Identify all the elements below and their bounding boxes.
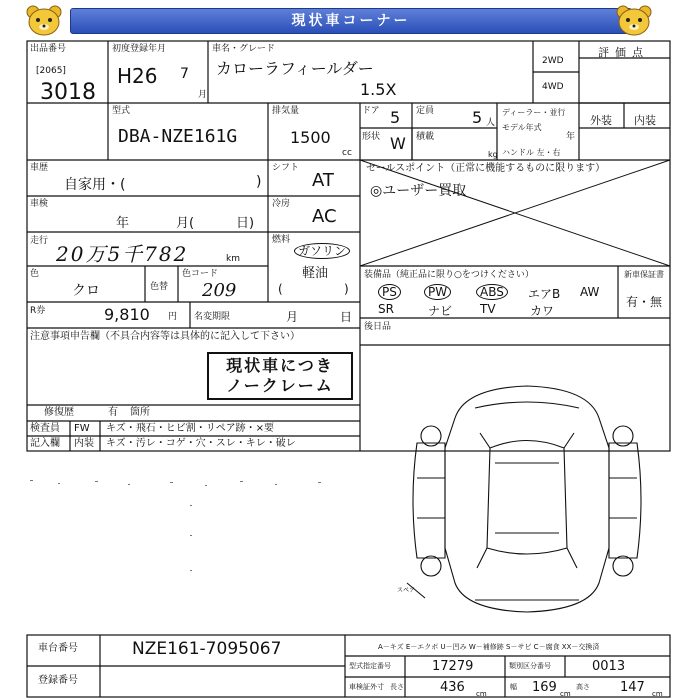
model-no-value: 17279 — [432, 659, 474, 674]
check-row2-cat: 内装 — [74, 438, 94, 449]
width-value: 169 — [532, 680, 557, 695]
check-label1: 検査員 — [30, 423, 60, 434]
color-code: 209 — [202, 280, 237, 301]
sales-point-value: ◎ユーザー買取 — [370, 183, 467, 199]
capacity-unit: 人 — [486, 118, 496, 128]
chassis-value: NZE161-7095067 — [132, 639, 282, 659]
lot-label: 出品番号 — [30, 44, 67, 54]
doors-value: 5 — [390, 108, 401, 127]
dims-label: 車検証外寸 — [349, 683, 384, 691]
repair-value: 有 — [108, 407, 118, 418]
capacity-value: 5 — [472, 108, 483, 127]
registration-label: 初度登録年月 — [112, 44, 167, 54]
recycle-label: R券 — [30, 306, 46, 316]
model-label: 型式 — [112, 106, 131, 116]
stamp-line2: ノークレーム — [226, 376, 334, 395]
registration-year: H26 — [117, 64, 158, 88]
repair-unit: 箇所 — [130, 407, 150, 418]
check-row1-cat: FW — [74, 423, 90, 434]
rating-ext: 外装 — [590, 114, 612, 127]
name-change-day: 日 — [340, 310, 353, 324]
name-change-label: 名変期限 — [194, 312, 231, 322]
doors-label: ドア — [362, 106, 380, 116]
page-title: 現状車コーナー — [70, 8, 632, 34]
equip-leather: カワ — [530, 304, 555, 318]
reg-no-label: 登録番号 — [38, 675, 78, 686]
ac-label: 冷房 — [272, 199, 291, 209]
recycle-unit: 円 — [168, 312, 178, 322]
notes-hint: （不具合内容等は具体的に記入して下さい） — [100, 331, 300, 342]
length-label: 長さ — [390, 683, 404, 691]
color-value: クロ — [72, 283, 100, 299]
length-unit: cm — [476, 690, 487, 698]
car-name: カローラフィールダー — [216, 59, 374, 78]
chassis-label: 車台番号 — [38, 643, 78, 654]
dealer-handle: ハンドル 左・右 — [502, 148, 561, 157]
history-close: ) — [256, 174, 262, 190]
model-value: DBA-NZE161G — [118, 126, 238, 147]
capacity-label: 定員 — [416, 106, 435, 116]
inspection-day: 日) — [236, 216, 255, 231]
color-change: 色替 — [150, 282, 169, 292]
load-label: 積載 — [416, 132, 435, 142]
check-row1: キズ・飛石・ヒビ割・リペア跡・×要 — [106, 423, 274, 434]
sales-point-label: セールスポイント（正常に機能するものに限ります） — [366, 163, 606, 174]
width-unit: cm — [560, 690, 571, 698]
load-unit: kg — [488, 150, 498, 159]
check-label2: 記入欄 — [30, 438, 60, 449]
inspection-label: 車検 — [30, 199, 49, 209]
drive-4wd: 4WD — [542, 82, 564, 92]
shift-value: AT — [312, 170, 334, 191]
dealer-year-unit: 年 — [566, 132, 576, 142]
width-label: 幅 — [510, 683, 517, 691]
equipment-label: 装備品（純正品に限り○をつけください） — [364, 270, 534, 280]
displacement-value: 1500 — [290, 128, 331, 147]
notes-label-text: 注意事項申告欄 — [30, 331, 100, 342]
damage-legend: A－キズ E－エクボ U－凹み W－補修跡 S－サビ C－腐食 XX－交換済 — [378, 643, 600, 651]
shape-value: W — [390, 134, 406, 153]
class-no-label: 類別区分番号 — [509, 662, 551, 670]
diagram-spare-label: スペア — [397, 587, 416, 594]
name-change-unit: 月 — [286, 310, 299, 324]
registration-month: 7 — [180, 66, 189, 82]
car-label: 車名・グレード — [212, 44, 276, 54]
recycle-value: 9,810 — [104, 305, 150, 324]
lot-sub: [2065] — [36, 66, 66, 76]
history-label: 車歴 — [30, 163, 49, 173]
lot-number: 3018 — [40, 80, 96, 105]
inspection-year: 年 — [116, 216, 130, 231]
equip-airbag: エアB — [528, 287, 561, 301]
repair-label: 修復歴 — [44, 407, 74, 418]
mileage-label: 走行 — [30, 236, 49, 246]
check-row2: キズ・汚レ・コゲ・穴・スレ・キレ・破レ — [106, 438, 296, 449]
mileage-value: 20万5千782 — [56, 242, 189, 266]
displacement-label: 排気量 — [272, 106, 300, 116]
car-grade: 1.5X — [360, 80, 397, 99]
height-unit: cm — [652, 690, 663, 698]
class-no-value: 0013 — [592, 659, 626, 674]
dealer-label: ディーラー・並行 — [502, 108, 566, 117]
shape-label: 形状 — [362, 132, 381, 142]
fuel-diesel: 軽油 — [302, 266, 329, 281]
height-label: 高さ — [576, 683, 590, 691]
registration-month-unit: 月 — [198, 90, 208, 100]
rating-int: 内装 — [634, 114, 656, 127]
inspection-month: 月( — [176, 216, 195, 231]
equip-aw: AW — [580, 285, 600, 299]
ac-value: AC — [312, 206, 337, 227]
equip-sr: SR — [378, 302, 394, 316]
displacement-unit: cc — [342, 148, 352, 158]
shift-label: シフト — [272, 163, 300, 173]
dealer-model-year: モデル年式 — [502, 123, 542, 132]
equip-ps-text: PS — [378, 284, 401, 300]
model-no-label: 型式指定番号 — [349, 662, 391, 670]
history-value: 自家用・( — [64, 177, 126, 193]
color-code-label: 色コード — [182, 269, 219, 279]
fuel-paren-open: ( — [278, 282, 283, 296]
warranty-label: 新車保証書 — [624, 270, 664, 279]
post-install-label: 後日品 — [364, 322, 392, 332]
drive-2wd: 2WD — [542, 56, 564, 66]
fuel-gas-text: ガソリン — [294, 243, 350, 259]
length-value: 436 — [440, 680, 465, 695]
color-label: 色 — [30, 269, 40, 279]
mileage-unit: km — [226, 254, 240, 264]
stamp-line1: 現状車につき — [226, 356, 334, 375]
equip-abs-text: ABS — [476, 284, 508, 300]
fuel-label: 燃料 — [272, 235, 291, 245]
fuel-paren-close: ) — [344, 282, 349, 296]
warranty-value: 有・無 — [626, 295, 663, 309]
equip-pw-text: PW — [424, 284, 451, 300]
equip-navi: ナビ — [428, 304, 453, 318]
car-damage-diagram — [395, 378, 660, 623]
equip-tv: TV — [480, 302, 496, 316]
rating-label: 評価点 — [598, 46, 649, 59]
height-value: 147 — [620, 680, 645, 695]
